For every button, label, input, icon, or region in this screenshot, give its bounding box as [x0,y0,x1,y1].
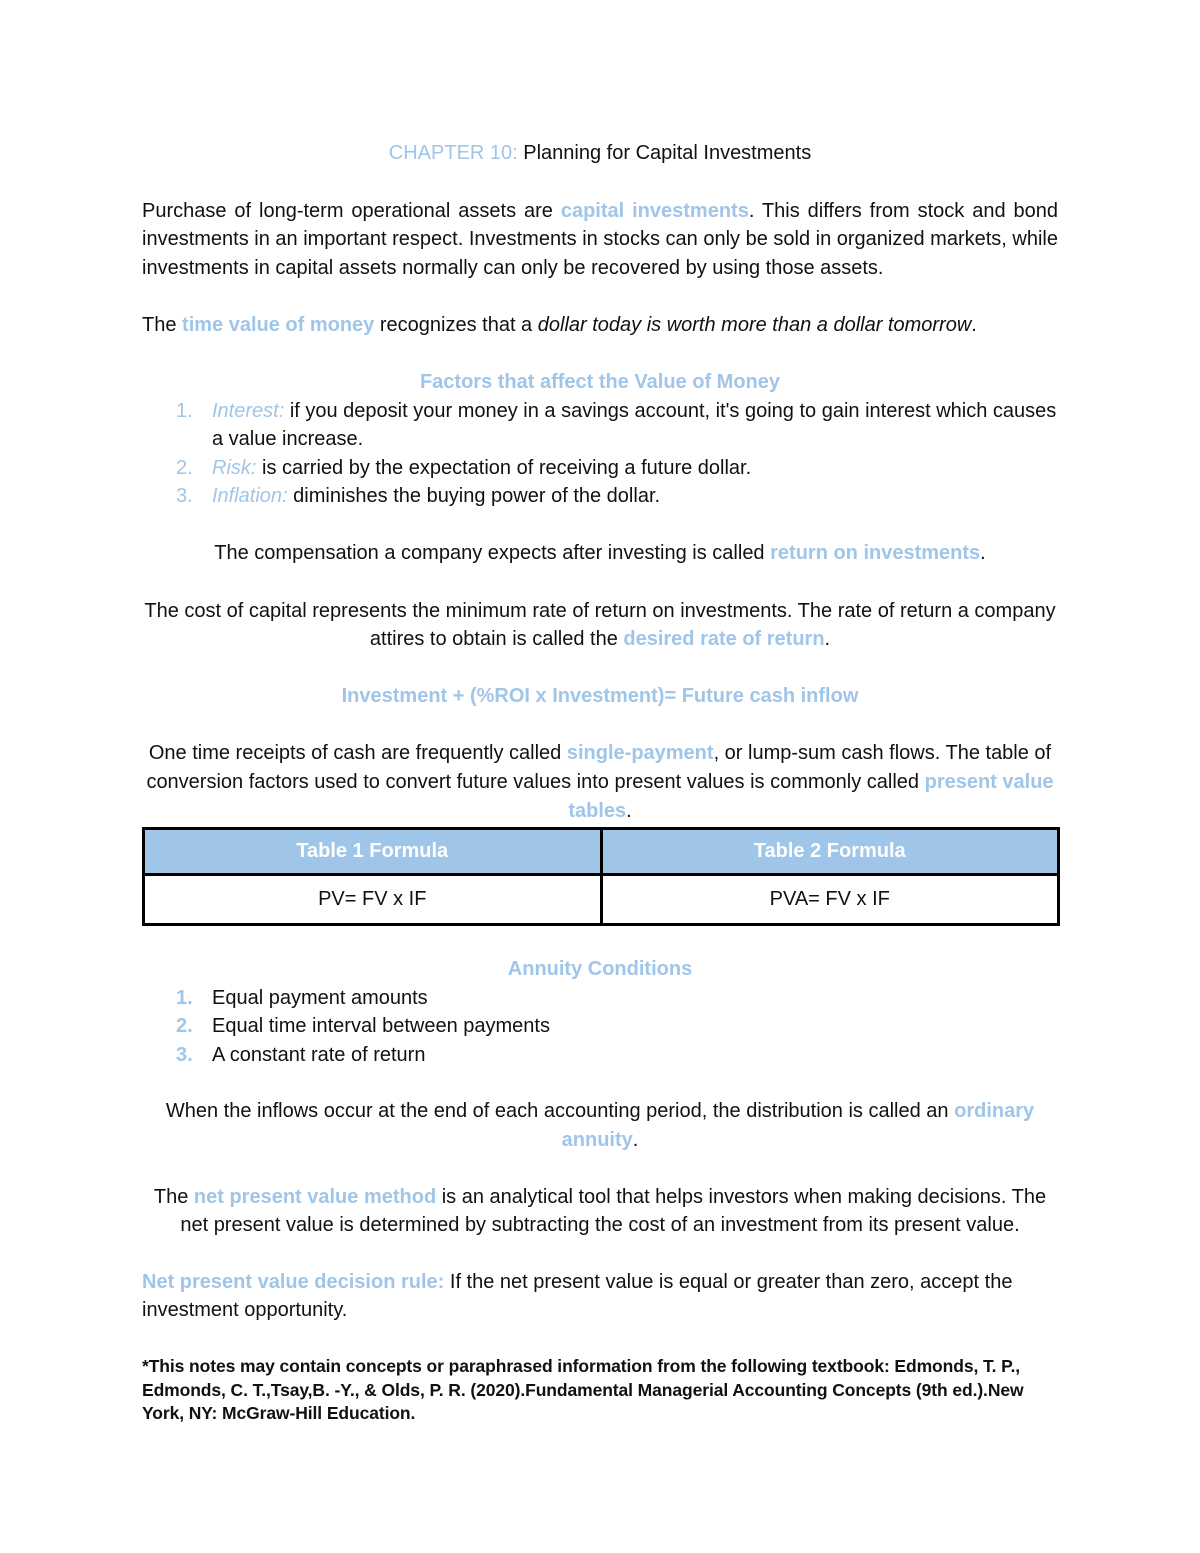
annuity-heading: Annuity Conditions [507,958,693,981]
term-ordinary-annuity: ordinary annuity [561,1100,1035,1152]
term-capital-investments: capital investments [560,199,749,222]
term-return-on-investments: return on investments [770,541,981,564]
factors-heading: Factors that affect the Value of Money [419,370,781,393]
formula-table [142,827,1060,926]
table-header-cell: Table 1 Formula [144,829,602,875]
paragraph-capital-investments: Purchase of long-term operational assets are capital investments. This differs from stock and bond investments in an important respect. Investments in stocks can only be sold in organized markets, while investments in capital assets normally can only be recovered by using those assets. [142,199,1058,279]
paragraph-time-value: The time value of money recognizes that a dollar today is worth more than a dollar tomorrow. [142,314,977,337]
term-npv-decision-rule: Net present value decision rule: [142,1270,445,1293]
list-item: 1. Equal payment amounts [176,986,428,1009]
annuity-list [142,984,1058,1070]
term-single-payment: single-payment [566,742,714,765]
paragraph-npv-rule: Net present value decision rule: If the net present value is equal or greater than zero, accept the investment opportunity. [142,1270,1013,1322]
paragraph-ordinary-annuity: When the inflows occur at the end of each accounting period, the distribution is called an ordinary annuity. [165,1100,1035,1152]
list-item: 3. A constant rate of return [176,1043,426,1066]
formula-line: Investment + (%ROI x Investment)= Future cash inflow [341,684,859,707]
term-npv-method: net present value method [193,1185,437,1208]
factors-list [142,397,1058,511]
table-row [144,875,1059,925]
list-item: 2. Risk: is carried by the expectation of receiving a future dollar. [176,456,752,479]
paragraph-return-on-investments: The compensation a company expects after investing is called return on investments. [214,541,986,564]
paragraph-desired-rate: The cost of capital represents the minimum rate of return on investments. The rate of return a company attires to obtain is called the desired rate of return. [144,599,1056,651]
document-page [142,139,1058,1426]
footnote: *This notes may contain concepts or paraphrased information from the following textbook: Edmonds, T. P., Edmonds, C. T.,Tsay,B. -Y., & Olds, P. R. (2020).Fundamental Managerial Accounting Concepts (9th ed.).New York, NY: McGraw-Hill Education. [142,1356,1024,1424]
table-header-cell: Table 2 Formula [601,829,1059,875]
table-header-row [144,829,1059,875]
table-cell: PV= FV x IF [144,875,602,925]
paragraph-single-payment: One time receipts of cash are frequently called single-payment, or lump-sum cash flows. The table of conversion factors used to convert future values into present values is commonly called present value tables. [146,742,1054,822]
list-item: 3. Inflation: diminishes the buying power of the dollar. [176,485,661,508]
list-item: 2. Equal time interval between payments [176,1015,550,1038]
paragraph-npv-method: The net present value method is an analytical tool that helps investors when making decisions. The net present value is determined by subtracting the cost of an investment from its present value. [153,1185,1047,1237]
term-present-value-tables: present value tables [568,770,1054,822]
term-time-value-of-money: time value of money [182,314,375,337]
term-desired-rate-of-return: desired rate of return [623,628,825,651]
list-item: 1. Interest: if you deposit your money in a savings account, it's going to gain interest which causes a value increase. [176,399,1057,451]
chapter-title: CHAPTER 10: Planning for Capital Investments [388,142,812,164]
table-cell: PVA= FV x IF [601,875,1059,925]
